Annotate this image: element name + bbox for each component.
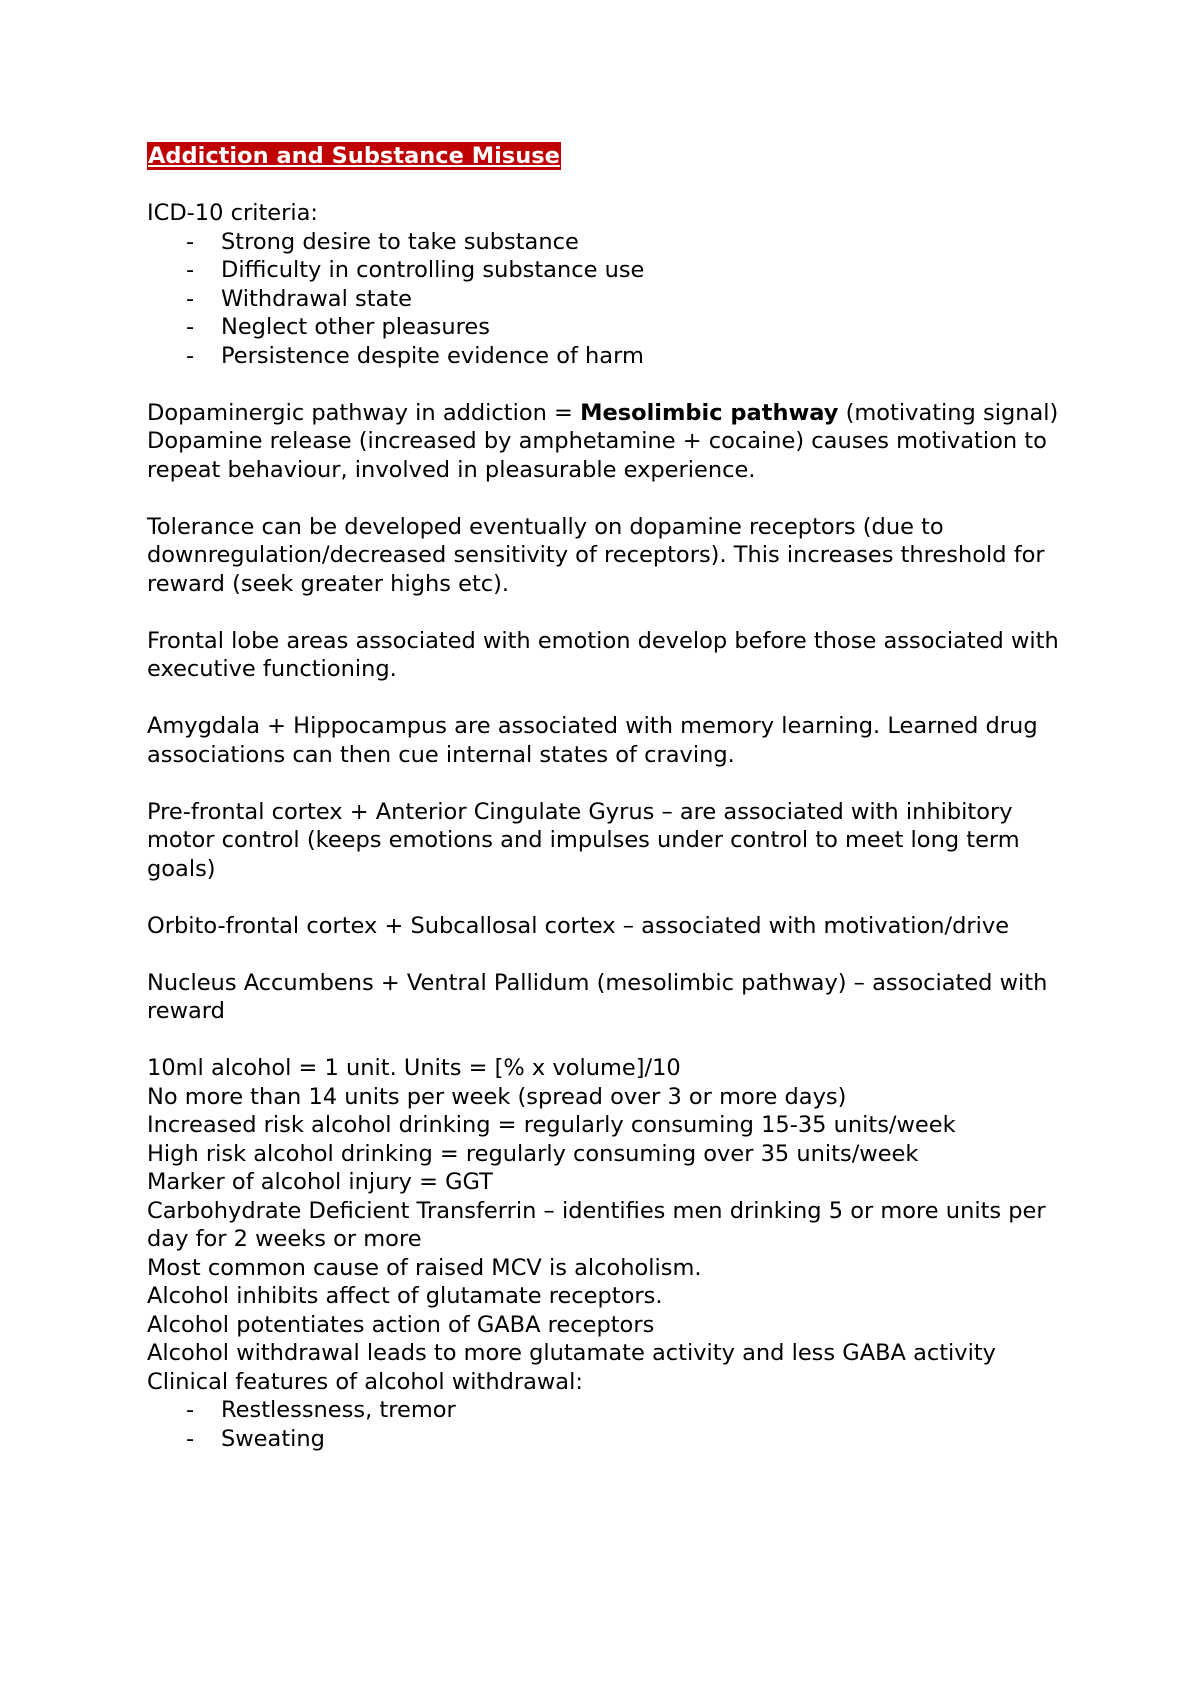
list-item: - Difficulty in controlling substance use xyxy=(186,257,645,283)
dash-bullet: - xyxy=(186,314,195,340)
alcohol-line: Carbohydrate Deficient Transferrin – identifies men drinking 5 or more units per day for 2 weeks or more xyxy=(147,1197,1046,1252)
dash-bullet: - xyxy=(186,228,195,255)
alcohol-line: Alcohol potentiates action of GABA receptors xyxy=(147,1311,655,1338)
dash-bullet: - xyxy=(186,257,195,283)
withdrawal-features-list xyxy=(147,1396,1077,1453)
list-item: - Persistence despite evidence of harm xyxy=(186,342,644,369)
list-item: - Sweating xyxy=(186,1425,325,1452)
spacer xyxy=(147,684,1077,713)
icd-heading: ICD-10 criteria: xyxy=(147,200,318,226)
spacer xyxy=(147,171,1077,200)
amygdala-paragraph: Amygdala + Hippocampus are associated with memory learning. Learned drug associations can then cue internal states of craving. xyxy=(147,713,1038,768)
spacer xyxy=(147,769,1077,798)
list-item: - Strong desire to take substance xyxy=(186,228,579,255)
dopamine-release-paragraph: Dopamine release (increased by amphetamine + cocaine) causes motivation to repeat behaviour, involved in pleasurable experience. xyxy=(147,428,1047,483)
dopamine-pathway-paragraph: Dopaminergic pathway in addiction = Mesolimbic pathway (motivating signal) xyxy=(147,399,1059,426)
list-item: - Restlessness, tremor xyxy=(186,1397,456,1423)
dash-bullet: - xyxy=(186,1425,195,1452)
alcohol-line: Marker of alcohol injury = GGT xyxy=(147,1169,493,1195)
nucleus-accumbens-paragraph: Nucleus Accumbens + Ventral Pallidum (mesolimbic pathway) – associated with reward xyxy=(147,969,1048,1024)
spacer xyxy=(147,598,1077,627)
list-item: - Withdrawal state xyxy=(186,285,412,312)
spacer xyxy=(147,484,1077,513)
document-body xyxy=(147,142,1077,1453)
alcohol-line: Clinical features of alcohol withdrawal: xyxy=(147,1368,583,1395)
spacer xyxy=(147,940,1077,969)
alcohol-line: Increased risk alcohol drinking = regularly consuming 15-35 units/week xyxy=(147,1112,956,1138)
dash-bullet: - xyxy=(186,342,195,369)
dash-bullet: - xyxy=(186,285,195,312)
frontal-lobe-paragraph: Frontal lobe areas associated with emotion develop before those associated with executive functioning. xyxy=(147,627,1059,682)
tolerance-paragraph: Tolerance can be developed eventually on dopamine receptors (due to downregulation/decreased sensitivity of receptors). This increases threshold for reward (seek greater highs etc). xyxy=(147,513,1045,597)
prefrontal-paragraph: Pre-frontal cortex + Anterior Cingulate Gyrus – are associated with inhibitory motor control (keeps emotions and impulses under control to meet long term goals) xyxy=(147,798,1020,882)
alcohol-line: Alcohol withdrawal leads to more glutamate activity and less GABA activity xyxy=(147,1340,997,1366)
alcohol-line: High risk alcohol drinking = regularly consuming over 35 units/week xyxy=(147,1140,919,1167)
spacer xyxy=(147,883,1077,912)
mesolimbic-emphasis: Mesolimbic pathway xyxy=(580,399,839,426)
orbitofrontal-paragraph: Orbito-frontal cortex + Subcallosal cortex – associated with motivation/drive xyxy=(147,912,1010,939)
alcohol-line: No more than 14 units per week (spread over 3 or more days) xyxy=(147,1083,847,1110)
dash-bullet: - xyxy=(186,1397,195,1423)
spacer xyxy=(147,370,1077,399)
document-title: Addiction and Substance Misuse xyxy=(148,143,560,169)
title-line xyxy=(147,142,1077,171)
alcohol-line: Alcohol inhibits affect of glutamate receptors. xyxy=(147,1283,663,1309)
spacer xyxy=(147,1026,1077,1055)
list-item: - Neglect other pleasures xyxy=(186,314,490,340)
alcohol-line: Most common cause of raised MCV is alcoholism. xyxy=(147,1254,702,1281)
alcohol-line: 10ml alcohol = 1 unit. Units = [% x volume]/10 xyxy=(147,1055,681,1081)
icd-criteria-list xyxy=(147,228,1077,371)
